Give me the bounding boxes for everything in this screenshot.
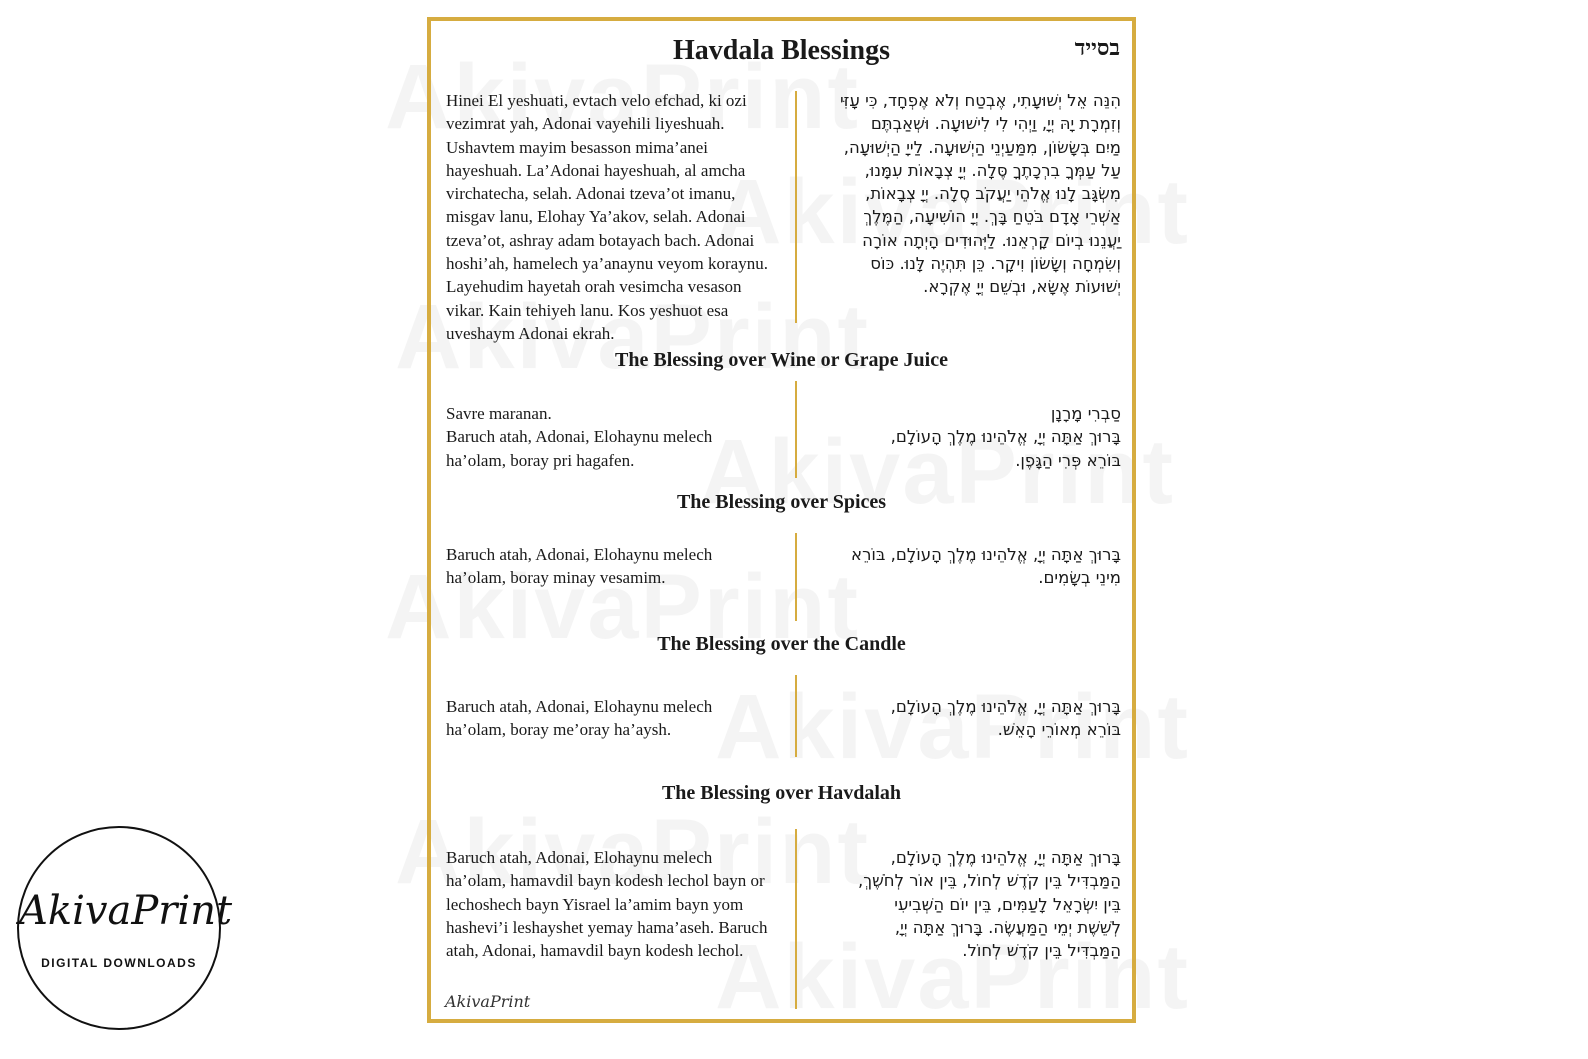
- spices-hebrew: [796, 543, 1121, 590]
- intro-english: [446, 89, 786, 345]
- text-line: בָּרוּךְ אַתָּה יְיָ, אֱלֹהֵינוּ מֶלֶךְ הָעוֹלָם,: [890, 848, 1121, 867]
- text-line: lechoshech bayn Yisrael la’amim bayn yom: [446, 894, 744, 914]
- havdalah-heading: The Blessing over Havdalah: [661, 782, 902, 804]
- text-line: uveshaym Adonai ekrah.: [446, 323, 615, 343]
- brand-subtitle: DIGITAL DOWNLOADS: [41, 956, 197, 970]
- intro-hebrew: [796, 89, 1121, 299]
- text-line: סַבְרִי מָרָנָן: [1050, 404, 1121, 423]
- text-line: hoshi’ah, hamelech ya’anaynu veyom koraynu.: [446, 254, 768, 274]
- text-line: Layehudim hayetah orah vesimcha vesason: [446, 277, 742, 297]
- brand-logo: AkivaPrint: [19, 888, 233, 934]
- spices-heading: The Blessing over Spices: [676, 491, 887, 513]
- text-line: בָּרוּךְ אַתָּה יְיָ, אֱלֹהֵינוּ מֶלֶךְ הָעוֹלָם,: [890, 697, 1121, 716]
- text-line: Savre maranan.: [446, 404, 552, 423]
- text-line: hayeshuah. La’Adonai hayeshuah, al amcha: [446, 160, 746, 180]
- text-line: יְשׁוּעוֹת אֶשָּׂא, וּבְשֵׁם יְיָ אֶקְרָא.: [923, 277, 1121, 297]
- text-line: tzeva’ot, ashray adam botayach bach. Adonai: [446, 230, 755, 250]
- brand-badge: [17, 826, 233, 1030]
- text-line: virchatecha, selah. Adonai tzeva’ot imanu,: [446, 184, 736, 204]
- text-line: בָּרוּךְ אַתָּה יְיָ, אֱלֹהֵינוּ מֶלֶךְ הָעוֹלָם, בּוֹרֵא: [851, 545, 1121, 564]
- text-line: הִנֵּה אֵל יְשׁוּעָתִי, אֶבְטַח וְלֹא אֶפְחָד, כִּי עָזִּי: [839, 91, 1121, 110]
- text-line: ha’olam, boray minay vesamim.: [446, 568, 666, 588]
- page-title: Havdala Blessings: [672, 35, 891, 66]
- text-line: לְשֵׁשֶׁת יְמֵי הַמַּעֲשֶׂה. בָּרוּךְ אַתָּה יְיָ,: [894, 917, 1121, 937]
- candle-heading: The Blessing over the Candle: [657, 633, 906, 655]
- text-line: Baruch atah, Adonai, Elohaynu melech: [446, 848, 713, 867]
- text-line: atah, Adonai, hamavdil bayn kodesh lechol.: [446, 941, 744, 961]
- text-line: ha’olam, boray me’oray ha’aysh.: [446, 720, 672, 740]
- text-line: מִשְׂגָּב לָנוּ אֱלֹהֵי יַעֲקֹב סֶלָה. יְיָ צְבָאוֹת,: [865, 184, 1121, 204]
- havdala-sheet: [427, 17, 1136, 1023]
- text-line: וְשִׂמְחָה וְשָׂשׂוֹן וִיקָר. כֵּן תִּהְיֶה לָּנוּ. כּוֹס: [870, 254, 1121, 274]
- text-line: misgav lanu, Elohay Ya’akov, selah. Adonai: [446, 207, 746, 227]
- text-line: ha’olam, hamavdil bayn kodesh lechol bayn or: [446, 871, 765, 891]
- text-line: אַשְׁרֵי אָדָם בֹּטֵחַ בָּךְ. יְיָ הוֹשִׁיעָה, הַמֶּלֶךְ: [863, 207, 1121, 227]
- havdalah-english: [446, 846, 786, 962]
- text-line: וְזִמְרָת יָהּ יְיָ, וַיְהִי לִי לִישׁוּעָה. וּשְׁאַבְתֶּם: [870, 114, 1121, 134]
- spices-english: [446, 543, 786, 590]
- text-line: Baruch atah, Adonai, Elohaynu melech: [446, 545, 713, 564]
- candle-hebrew: [796, 695, 1121, 742]
- text-line: vezimrat yah, Adonai vayehili liyeshuah.: [446, 114, 725, 134]
- havdalah-hebrew: [796, 846, 1121, 962]
- wine-hebrew: [796, 402, 1121, 472]
- corner-hebrew-mark: בסייד: [1074, 35, 1120, 60]
- text-line: בָּרוּךְ אַתָּה יְיָ, אֱלֹהֵינוּ מֶלֶךְ הָעוֹלָם,: [890, 427, 1121, 447]
- text-line: Baruch atah, Adonai, Elohaynu melech: [446, 697, 713, 716]
- signature-logo: AkivaPrint: [445, 992, 531, 1011]
- text-line: בֵּין יִשְׂרָאֵל לָעַמִּים, בֵּין יוֹם הַשְּׁבִיעִי: [894, 894, 1121, 914]
- text-line: בּוֹרֵא מְאוֹרֵי הָאֵשׁ.: [997, 720, 1121, 740]
- text-line: Hinei El yeshuati, evtach velo efchad, ki ozi: [446, 91, 747, 110]
- text-line: ha’olam, boray pri hagafen.: [446, 450, 635, 470]
- text-line: hashevi’i leshayshet yemay hama’aseh. Baruch: [446, 917, 768, 937]
- wine-english: [446, 402, 786, 472]
- text-line: vikar. Kain tehiyeh lanu. Kos yeshuot esa: [446, 300, 729, 320]
- text-line: יַעֲנֵנוּ בְיוֹם קָרְאֵנוּ. לַיְּהוּדִים הָיְתָה אוֹרָה: [862, 230, 1121, 250]
- text-line: מִינֵי בְשָׂמִים.: [1038, 568, 1121, 588]
- text-line: הַמַּבְדִּיל בֵּין קֹדֶשׁ לְחוֹל.: [962, 941, 1121, 961]
- wine-heading: The Blessing over Wine or Grape Juice: [615, 349, 948, 371]
- text-line: Baruch atah, Adonai, Elohaynu melech: [446, 427, 713, 447]
- candle-english: [446, 695, 786, 742]
- text-line: עַל עַמְּךָ בִרְכָתֶךָ סֶּלָה. יְיָ צְבָאוֹת עִמָּנוּ,: [864, 160, 1121, 180]
- text-line: Ushavtem mayim besasson mima’anei: [446, 137, 709, 157]
- text-line: בּוֹרֵא פְּרִי הַגָּפֶן.: [1015, 450, 1121, 470]
- text-line: מַיִם בְּשָׂשׂוֹן, מִמַּעַיְנֵי הַיְשׁוּעָה. לַייָ הַיְשׁוּעָה,: [843, 137, 1121, 157]
- text-line: הַמַּבְדִּיל בֵּין קֹדֶשׁ לְחוֹל, בֵּין אוֹר לְחֹשֶׁךְ,: [858, 871, 1121, 891]
